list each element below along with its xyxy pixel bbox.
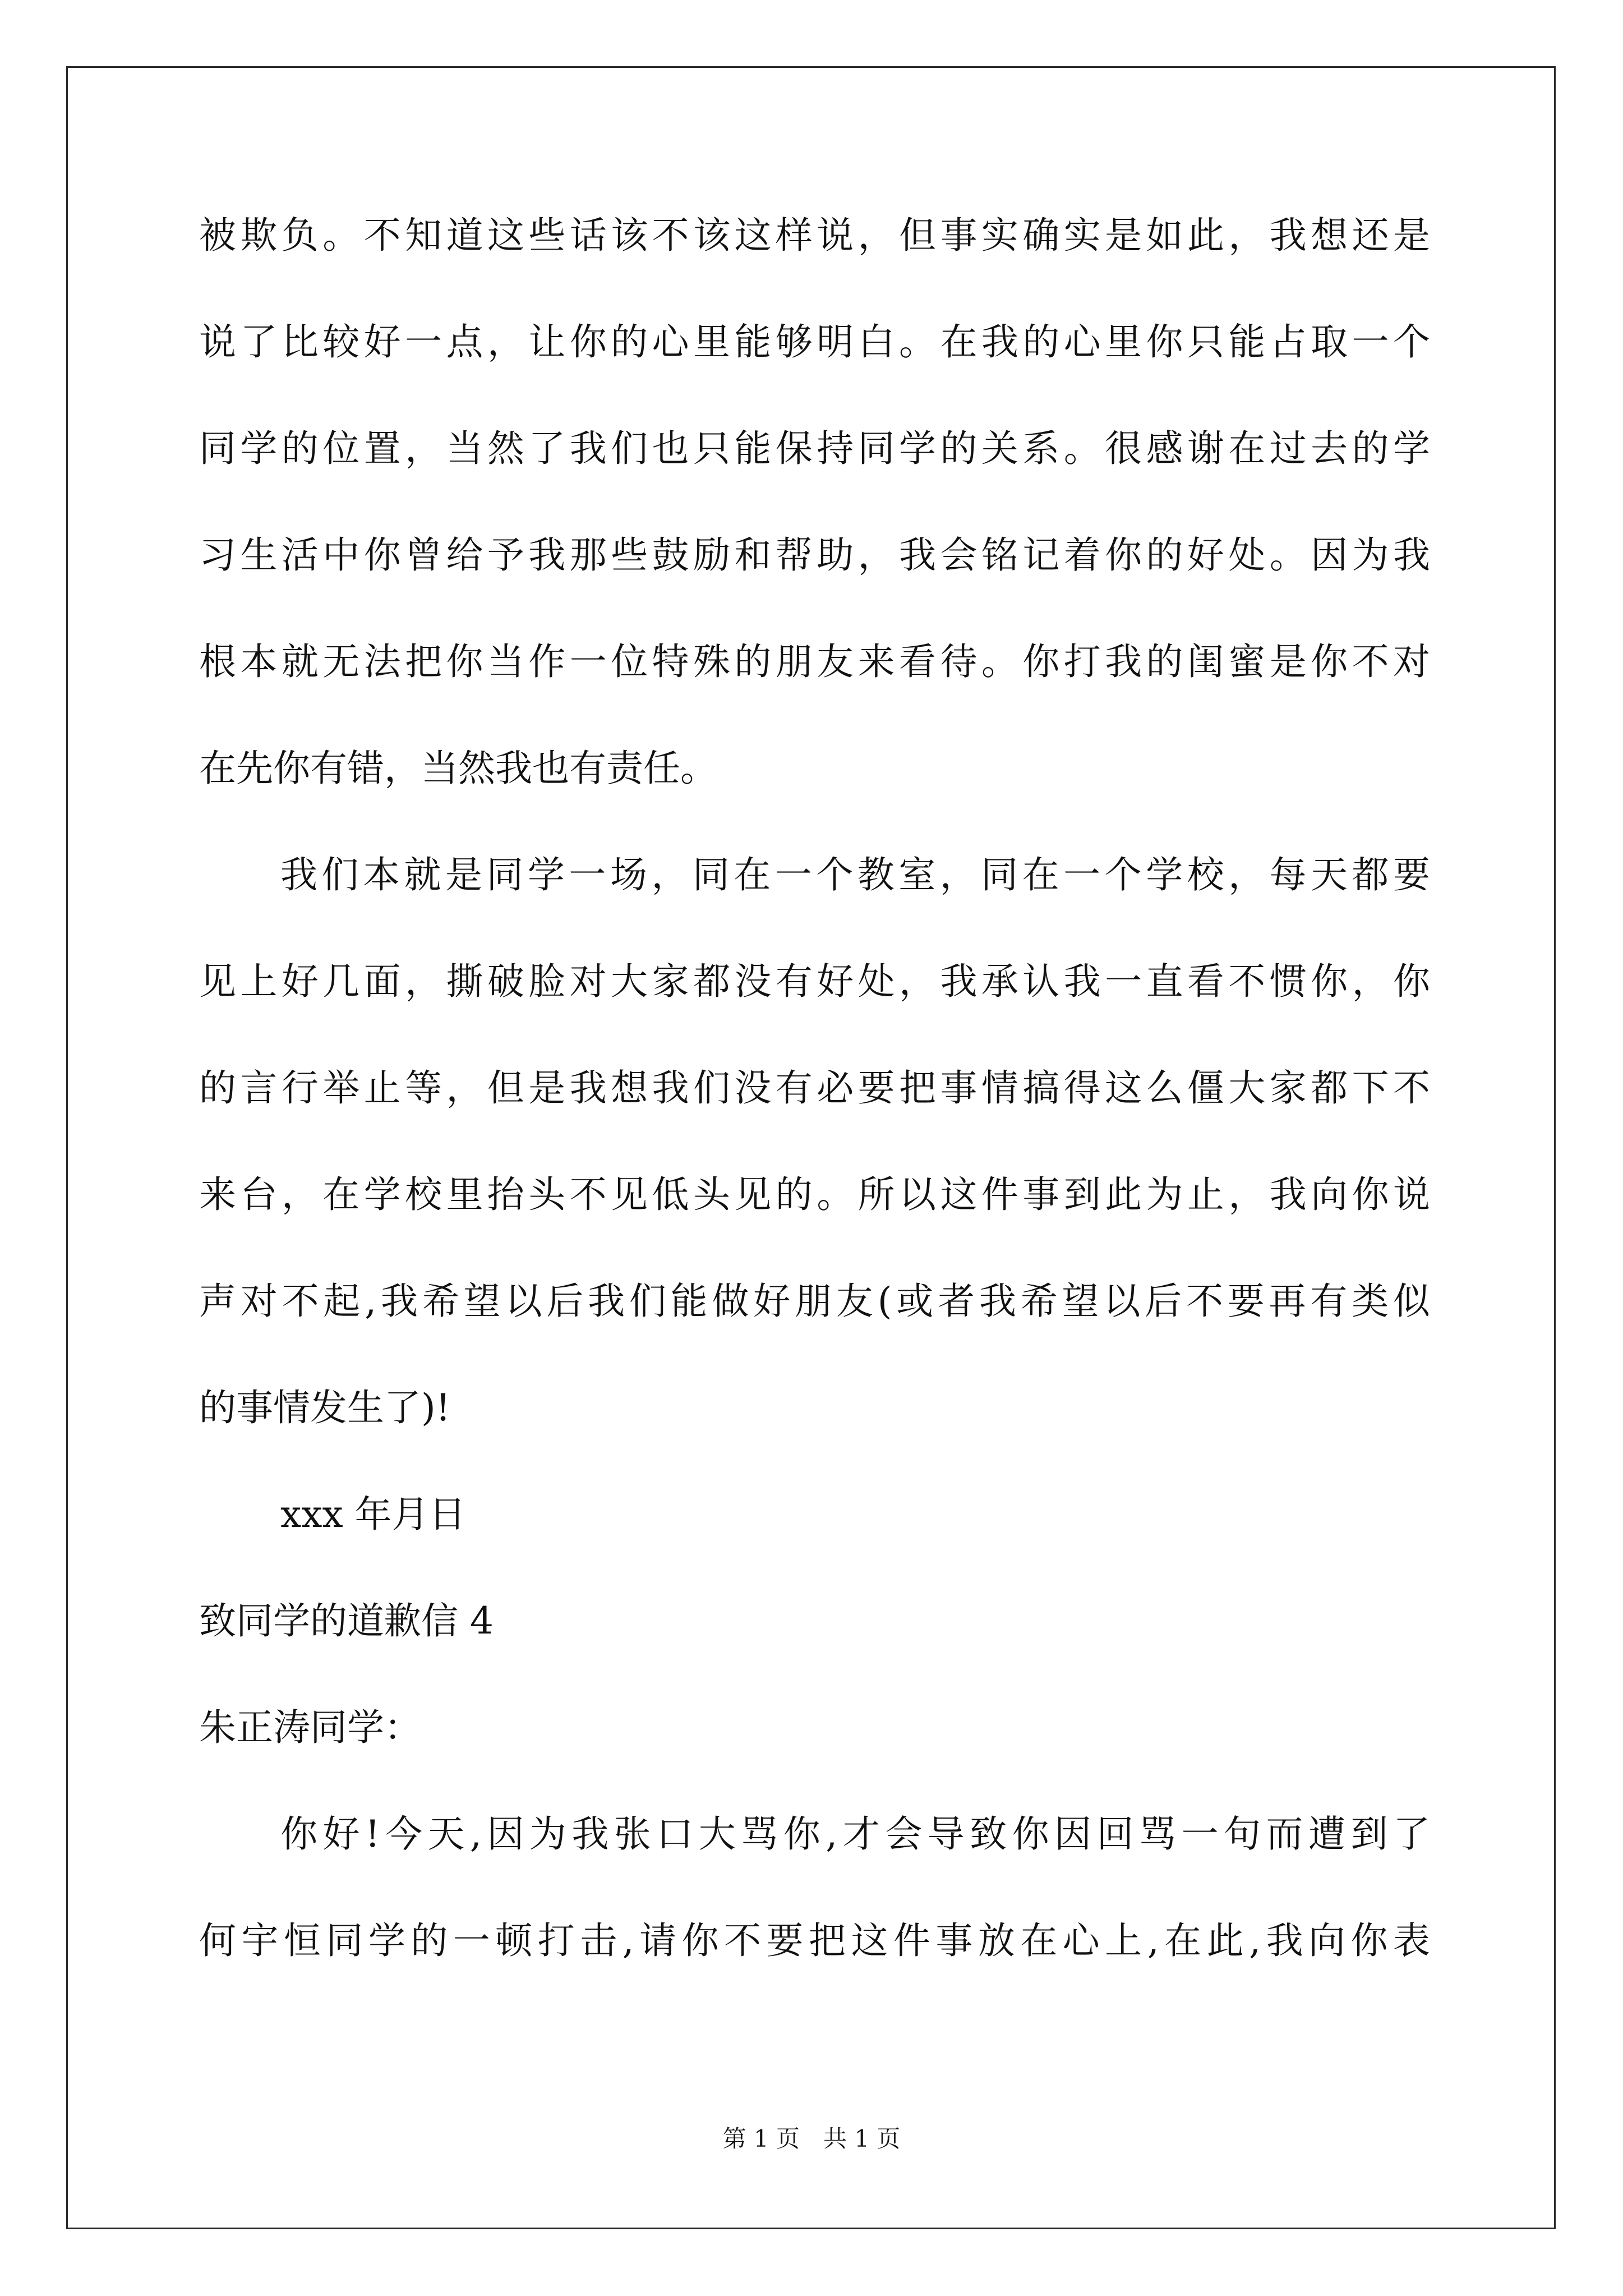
body-line: 的言行举止等，但是我想我们没有必要把事情搞得这么僵大家都下不 — [199, 1066, 1430, 1110]
body-line: 被欺负。不知道这些话该不该这样说，但事实确实是如此，我想还是 — [199, 214, 1430, 257]
body-line: 同学的位置，当然了我们也只能保持同学的关系。很感谢在过去的学 — [199, 427, 1430, 470]
page-footer: 第 1 页 共 1 页 — [722, 2125, 901, 2152]
body-line: 何宇恒同学的一顿打击,请你不要把这件事放在心上,在此,我向你表 — [199, 1919, 1430, 1962]
body-line: 来台，在学校里抬头不见低头见的。所以这件事到此为止，我向你说 — [199, 1173, 1430, 1216]
body-line: 根本就无法把你当作一位特殊的朋友来看待。你打我的闺蜜是你不对 — [199, 640, 1430, 683]
body-line: 的事情发生了)! — [199, 1386, 451, 1429]
body-line: 声对不起,我希望以后我们能做好朋友(或者我希望以后不要再有类似 — [199, 1280, 1430, 1323]
page-border — [66, 66, 1556, 2229]
paragraph-first-line: 你好!今天,因为我张口大骂你,才会导致你因回骂一句而遭到了 — [280, 1812, 1430, 1856]
letter-title: 致同学的道歉信 4 — [199, 1599, 494, 1642]
body-line: 见上好几面，撕破脸对大家都没有好处，我承认我一直看不惯你，你 — [199, 960, 1430, 1003]
body-line: 在先你有错，当然我也有责任。 — [199, 747, 717, 790]
body-line: 习生活中你曾给予我那些鼓励和帮助，我会铭记着你的好处。因为我 — [199, 533, 1430, 577]
signature-date: xxx 年月日 — [280, 1493, 466, 1536]
body-line: 说了比较好一点，让你的心里能够明白。在我的心里你只能占取一个 — [199, 320, 1430, 364]
letter-salutation: 朱正涛同学： — [199, 1706, 421, 1749]
paragraph-first-line: 我们本就是同学一场，同在一个教室，同在一个学校，每天都要 — [280, 853, 1430, 896]
